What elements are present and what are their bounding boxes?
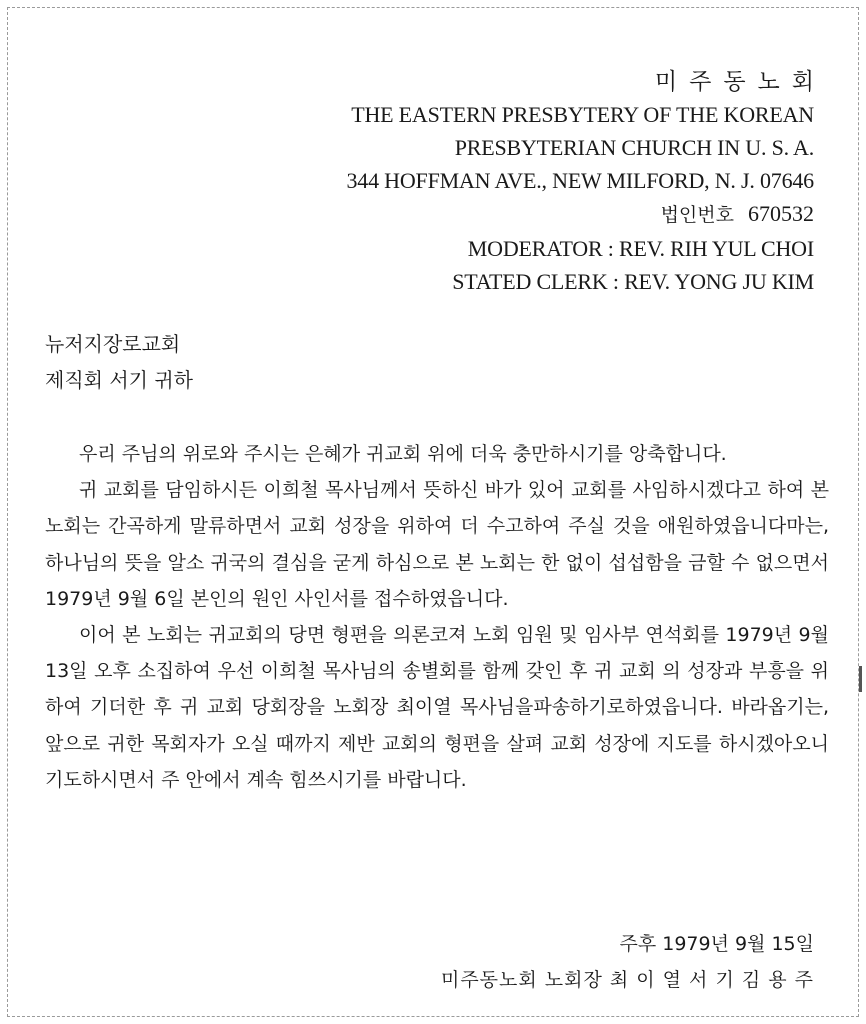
registration-label: 법인번호 [660,204,734,226]
moderator-line: MODERATOR : REV. RIH YUL CHOI [467,236,814,261]
body-paragraph-3: 이어 본 노회는 귀교회의 당면 형편을 의론코져 노회 임원 및 임사부 연석회를 1979년 9월 13일 오후 소집하여 우선 이희철 목사님의 송별회를 함께 갖인 후 귀 교회 의 성장과 부흥을 위하여 기더한 후 귀 교회 당회장을 노회장 최이열 목사님을파송하기로하였읍니다. 바라옵기는, 앞으로 귀한 목회자가 오실 때까지 제반 교회의 형편을 살펴 교회 성장에 지도를 하시겠아오니 기도하시면서 주 안에서 계속 힘쓰시기를 바랍니다. [45,624,829,791]
letterhead [346,66,826,298]
signature-line: 미주동노회 노회장 최 이 열 서 기 김 용 주 [440,969,814,991]
recipient-block [45,326,193,398]
recipient-church: 뉴저지장로교회 [45,332,181,356]
recipient-addressee: 제직회 서기 귀하 [45,368,193,392]
body-paragraph-1: 우리 주님의 위로와 주시는 은혜가 귀교회 위에 더욱 충만하시기를 앙축합니다. [79,443,727,465]
registration-number: 670532 [748,201,814,226]
letter-page [7,7,859,1017]
letter-body [45,436,829,798]
stated-clerk-line: STATED CLERK : REV. YONG JU KIM [452,269,814,294]
presbytery-korean-name: 미주동노회 [654,69,826,95]
body-paragraph-2: 귀 교회를 담임하시든 이희철 목사님께서 뜻하신 바가 있어 교회를 사임하시겠다고 하여 본 노회는 간곡하게 말류하면서 교회 성장을 위하여 더 수고하여 주실 것을 애원하였읍니다마는, 하나님의 뜻을 알소 귀국의 결심을 굳게 하심으로 본 노회는 한 없이 섭섭함을 금할 수 없으면서 1979년 9월 6일 본인의 원인 사인서를 접수하였읍니다. [45,479,829,610]
presbytery-name-line1: THE EASTERN PRESBYTERY OF THE KOREAN [351,102,814,127]
scan-edge-mark [859,666,862,692]
registration-line [346,197,814,232]
presbytery-name-line2: PRESBYTERIAN CHURCH IN U. S. A. [454,135,814,160]
closing-block [441,926,814,998]
presbytery-address: 344 HOFFMAN AVE., NEW MILFORD, N. J. 07646 [346,168,814,193]
letter-date: 주후 1979년 9월 15일 [619,933,814,955]
